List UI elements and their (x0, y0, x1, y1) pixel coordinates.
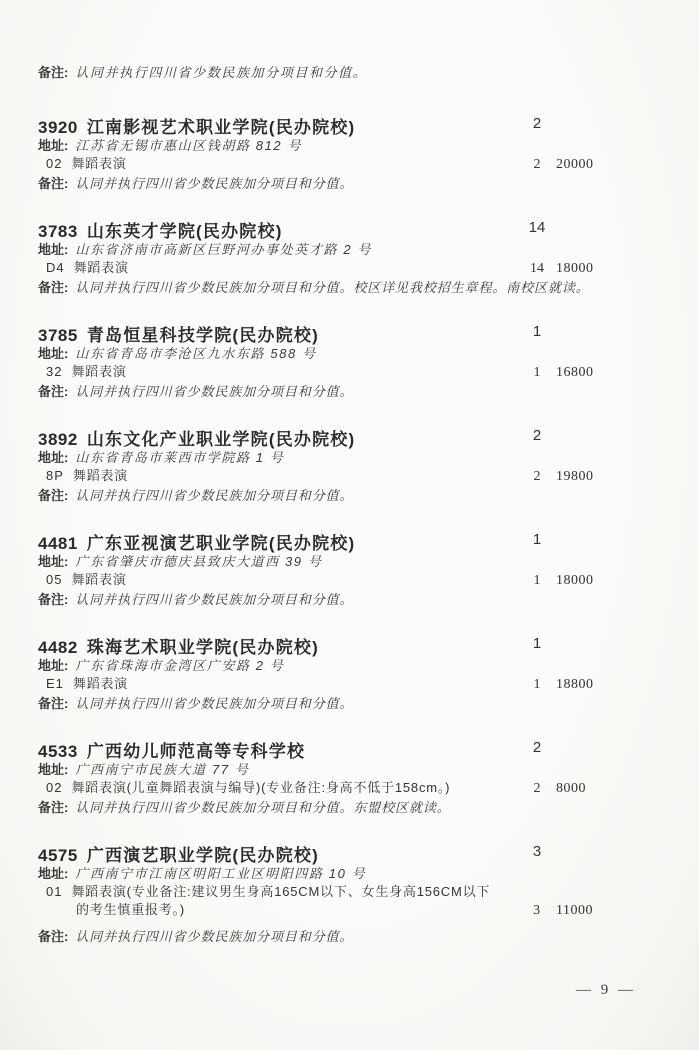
college-name: 青岛恒星科技学院(民办院校) (86, 326, 319, 345)
address-row (0, 137, 699, 155)
address-label: 地址: (38, 138, 69, 153)
continuation-note (38, 64, 658, 81)
address-row (0, 865, 699, 883)
college-entry (0, 113, 699, 192)
program-quota: 1 (533, 365, 541, 380)
note-text: 认同并执行四川省少数民族加分项目和分值。东盟校区就读。 (75, 800, 451, 815)
college-name: 广东亚视演艺职业学院(民办院校) (86, 534, 356, 553)
note-row (0, 175, 699, 192)
entry-title-row (0, 633, 699, 657)
address-text: 广东省珠海市金湾区广安路 2 号 (75, 658, 285, 673)
note-text: 认同并执行四川省少数民族加分项目和分值。校区详见我校招生章程。南校区就读。 (75, 280, 590, 295)
program-name: 舞蹈表演 (71, 572, 127, 587)
college-entry (0, 737, 699, 816)
program-tuition: 20000 (556, 157, 594, 172)
college-name: 江南影视艺术职业学院(民办院校) (86, 118, 356, 137)
note-row (0, 487, 699, 504)
program-row (0, 571, 699, 589)
program-quota: 2 (533, 157, 541, 172)
program-row (0, 155, 699, 173)
program-tuition: 8000 (556, 781, 586, 796)
address-row (0, 553, 699, 571)
note-text: 认同并执行四川省少数民族加分项目和分值。 (75, 488, 354, 503)
entry-title-row (0, 113, 699, 137)
program-code: 02 (46, 156, 63, 171)
program-code: E1 (46, 676, 64, 691)
note-label: 备注: (38, 929, 69, 944)
address-text: 广西南宁市民族大道 77 号 (75, 762, 250, 777)
address-row (0, 761, 699, 779)
note-label: 备注: (38, 384, 69, 399)
entry-title-row (0, 841, 699, 865)
note-text: 认同并执行四川省少数民族加分项目和分值。 (75, 592, 354, 607)
address-label: 地址: (38, 866, 69, 881)
program-quota: 2 (533, 469, 541, 484)
address-text: 江苏省无锡市惠山区钱胡路 812 号 (75, 138, 303, 153)
program-quota: 2 (533, 781, 541, 796)
program-row (0, 363, 699, 381)
college-entry (0, 633, 699, 712)
note-text: 认同并执行四川省少数民族加分项目和分值。 (75, 696, 354, 711)
total-quota: 2 (532, 739, 542, 756)
college-code: 3785 (38, 326, 78, 345)
note-row (0, 383, 699, 400)
note-row (0, 928, 699, 945)
program-name-line1: 舞蹈表演(专业备注:建议男生身高165CM以下、女生身高156CM以下 (71, 884, 491, 899)
address-label: 地址: (38, 346, 69, 361)
college-entry (0, 841, 699, 945)
program-tuition: 16800 (556, 365, 594, 380)
address-row (0, 657, 699, 675)
note-label: 备注: (38, 176, 69, 191)
address-label: 地址: (38, 450, 69, 465)
address-row (0, 449, 699, 467)
address-text: 山东省济南市高新区巨野河办事处英才路 2 号 (75, 242, 372, 257)
note-text: 认同并执行四川省少数民族加分项目和分值。 (75, 65, 368, 80)
note-text: 认同并执行四川省少数民族加分项目和分值。 (75, 384, 354, 399)
college-code: 4481 (38, 534, 78, 553)
entry-title-row (0, 321, 699, 345)
program-name: 舞蹈表演 (72, 676, 129, 691)
note-row (0, 279, 699, 296)
program-row (0, 883, 699, 901)
college-name: 山东文化产业职业学院(民办院校) (86, 430, 356, 449)
address-row (0, 241, 699, 259)
note-text: 认同并执行四川省少数民族加分项目和分值。 (75, 176, 354, 191)
program-name: 舞蹈表演(儿童舞蹈表演与编导)(专业备注:身高不低于158cm。) (71, 780, 451, 795)
college-entry (0, 425, 699, 504)
program-name: 舞蹈表演 (72, 468, 129, 483)
program-quota: 1 (533, 677, 541, 692)
total-quota: 1 (532, 635, 542, 652)
college-code: 4533 (38, 742, 78, 761)
note-row (0, 591, 699, 608)
college-name: 山东英才学院(民办院校) (86, 222, 283, 241)
college-entry (0, 321, 699, 400)
entry-title-row (0, 425, 699, 449)
program-code: 05 (46, 572, 63, 587)
address-label: 地址: (38, 554, 69, 569)
total-quota: 3 (532, 843, 542, 860)
program-code: D4 (46, 260, 65, 275)
program-tuition: 19800 (556, 469, 594, 484)
note-label: 备注: (38, 280, 69, 295)
college-name: 广西演艺职业学院(民办院校) (86, 846, 319, 865)
note-text: 认同并执行四川省少数民族加分项目和分值。 (75, 929, 354, 944)
page-number: — 9 — (576, 982, 636, 998)
note-label: 备注: (38, 696, 69, 711)
program-code: 8P (46, 468, 64, 483)
college-name: 珠海艺术职业学院(民办院校) (86, 638, 319, 657)
note-label: 备注: (38, 65, 69, 80)
note-label: 备注: (38, 592, 69, 607)
note-label: 备注: (38, 800, 69, 815)
program-row (0, 467, 699, 485)
address-text: 广东省肇庆市德庆县致庆大道西 39 号 (75, 554, 323, 569)
program-code: 32 (46, 364, 63, 379)
college-code: 3920 (38, 118, 78, 137)
total-quota: 1 (532, 323, 542, 340)
entry-title-row (0, 529, 699, 553)
program-quota: 3 (533, 903, 541, 918)
college-entry (0, 217, 699, 296)
program-quota: 1 (533, 573, 541, 588)
program-name-line2-row (0, 901, 699, 919)
college-code: 4575 (38, 846, 78, 865)
college-code: 4482 (38, 638, 78, 657)
program-tuition: 18800 (556, 677, 594, 692)
college-name: 广西幼儿师范高等专科学校 (86, 742, 306, 761)
program-tuition: 18000 (556, 573, 594, 588)
note-row (0, 799, 699, 816)
program-row (0, 259, 699, 277)
college-entry (0, 529, 699, 608)
program-name: 舞蹈表演 (71, 364, 127, 379)
address-text: 广西南宁市江南区明阳工业区明阳四路 10 号 (75, 866, 367, 881)
address-label: 地址: (38, 658, 69, 673)
total-quota: 14 (528, 219, 546, 236)
program-tuition: 18000 (556, 261, 594, 276)
total-quota: 1 (532, 531, 542, 548)
college-code: 3783 (38, 222, 78, 241)
address-label: 地址: (38, 242, 69, 257)
program-code: 01 (46, 884, 63, 899)
entry-title-row (0, 737, 699, 761)
address-label: 地址: (38, 762, 69, 777)
program-row (0, 675, 699, 693)
program-row (0, 779, 699, 797)
address-row (0, 345, 699, 363)
address-text: 山东省青岛市莱西市学院路 1 号 (75, 450, 285, 465)
program-name: 舞蹈表演 (73, 260, 129, 275)
program-tuition: 11000 (556, 903, 593, 918)
note-row (0, 695, 699, 712)
entry-title-row (0, 217, 699, 241)
program-name: 舞蹈表演 (71, 156, 127, 171)
college-code: 3892 (38, 430, 78, 449)
address-text: 山东省青岛市李沧区九水东路 588 号 (75, 346, 317, 361)
note-label: 备注: (38, 488, 69, 503)
total-quota: 2 (532, 115, 542, 132)
program-code: 02 (46, 780, 63, 795)
total-quota: 2 (532, 427, 542, 444)
program-name-line2: 的考生慎重报考。) (76, 902, 186, 917)
program-quota: 14 (530, 261, 544, 276)
